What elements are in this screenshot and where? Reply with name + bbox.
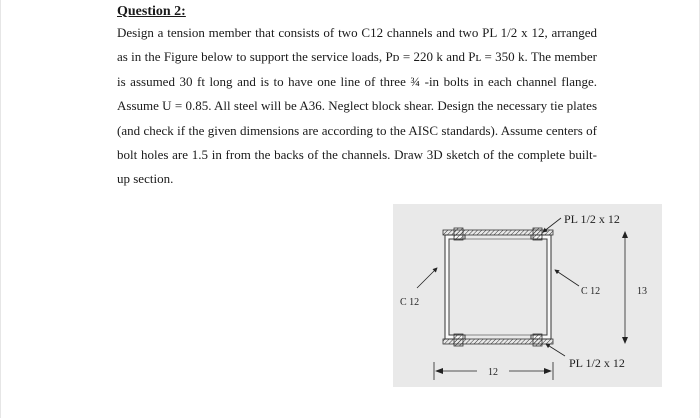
width-dimension-label: 12 <box>488 367 498 378</box>
bolt <box>533 228 542 240</box>
question-body <box>117 21 597 192</box>
height-dimension-label: 13 <box>637 286 647 297</box>
question-paragraph: Design a tension member that consists of two C12 channels and two PL 1/2 x 12, arranged as in the Figure below to support the service loads, Pᴅ = 220 k and Pʟ = 350 k. The member is assumed 30 ft long and is to have one line of three ¾ -in bolts in each channel flange. Assume U = 0.85. All steel will be A36. Neglect block shear. Design the necessary tie plates (and check if the given dimensions are according to the AISC standards). Assume centers of bolt holes are 1.5 in from the backs of the channels. Draw 3D sketch of the complete built-up section. <box>117 25 597 187</box>
section-diagram <box>393 204 662 387</box>
right-channel-label: C 12 <box>581 286 601 297</box>
question-heading: Question 2: <box>117 4 186 19</box>
bolt <box>454 334 463 346</box>
top-plate-label: PL 1/2 x 12 <box>564 212 620 226</box>
bottom-plate-label: PL 1/2 x 12 <box>569 356 625 370</box>
left-channel-label: C 12 <box>400 297 420 308</box>
built-up-section-figure <box>393 204 662 387</box>
bolt <box>454 228 463 240</box>
bolt <box>533 334 542 346</box>
